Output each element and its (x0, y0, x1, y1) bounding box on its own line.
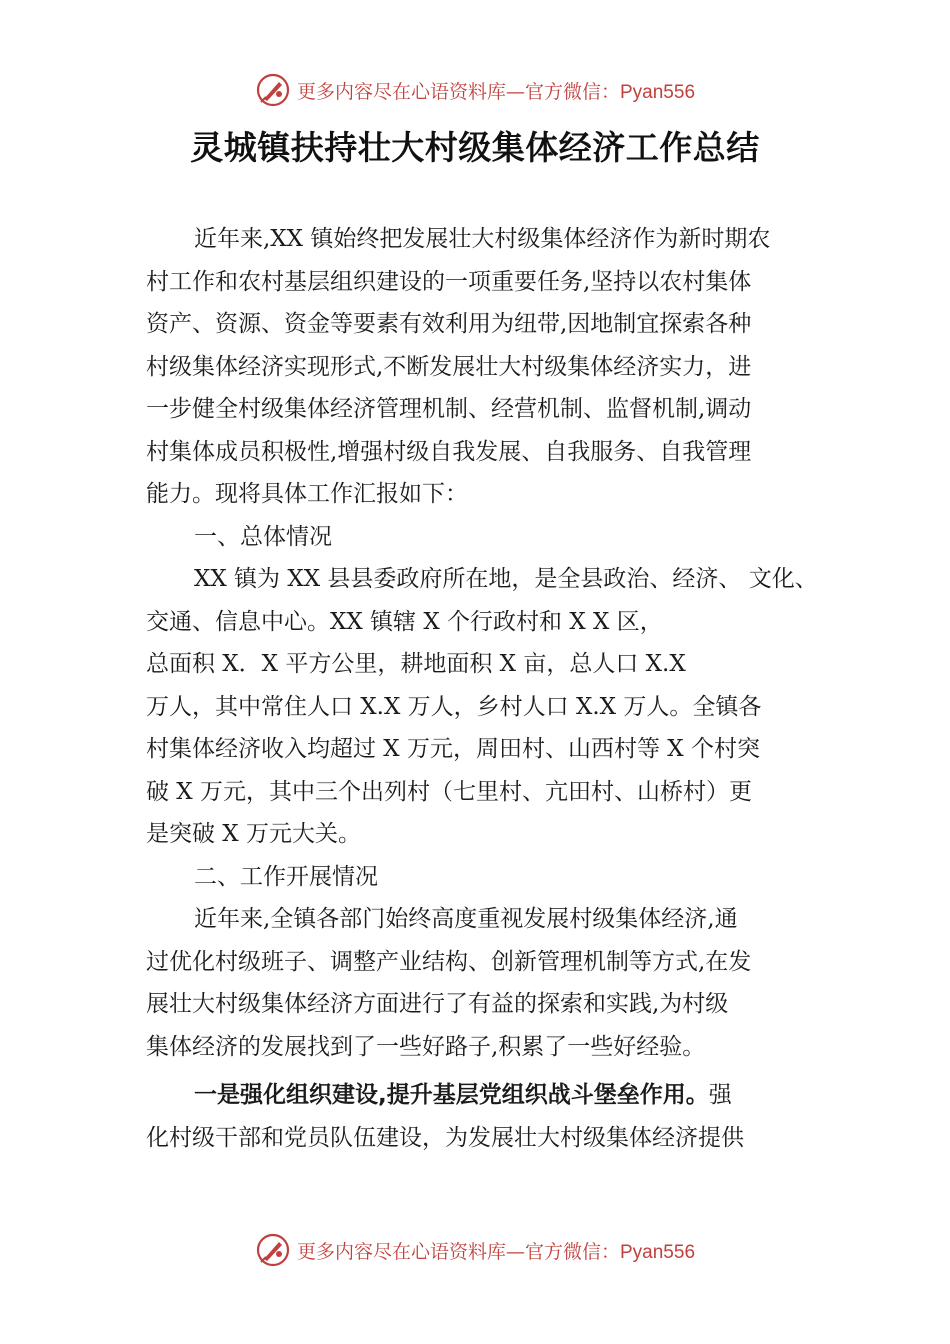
section-heading-overview: 一、总体情况 (194, 523, 332, 550)
pen-nib-circle-icon (255, 72, 291, 108)
text-line: XX 镇为 XX 县县委政府所在地，是全县政治、经济、 文化、 (194, 566, 818, 592)
page-header-watermark (0, 72, 950, 108)
text-line: 万人，其中常住人口 X.X 万人，乡村人口 X.X 万人。全镇各 (146, 693, 762, 720)
text-line: 近年来,全镇各部门始终高度重视发展村级集体经济,通 (194, 906, 738, 932)
text-line: 集体经济的发展找到了一些好路子,积累了一些好经验。 (146, 1033, 706, 1060)
document-title: 灵城镇扶持壮大村级集体经济工作总结 (190, 128, 760, 167)
text-line: 村集体成员积极性,增强村级自我发展、自我服务、自我管理 (146, 438, 752, 465)
text-line: 资产、资源、资金等要素有效利用为纽带,因地制宜探索各种 (146, 311, 752, 337)
section-heading-work: 二、工作开展情况 (194, 863, 378, 890)
paragraph-overview (146, 558, 826, 856)
text-line: 破 X 万元，其中三个出列村（七里村、亢田村、山桥村）更 (146, 778, 752, 805)
text-line: 展壮大村级集体经济方面进行了有益的探索和实践,为村级 (146, 991, 729, 1017)
bold-lead-sentence: 一是强化组织建设,提升基层党组织战斗堡垒作用。 (194, 1082, 709, 1108)
paragraph-intro (146, 218, 826, 516)
footer-wechat-id: Pyan556 (620, 1241, 696, 1263)
pen-nib-circle-icon (255, 1232, 291, 1268)
text-line: 一步健全村级集体经济管理机制、经营机制、监督机制,调动 (146, 396, 752, 422)
text-span: 强 (708, 1082, 732, 1108)
text-line: 村级集体经济实现形式,不断发展壮大村级集体经济实力，进 (146, 353, 752, 380)
paragraph-organization (146, 1074, 826, 1159)
page-footer-watermark (0, 1232, 950, 1268)
header-watermark-text: 更多内容尽在心语资料库—官方微信：Pyan556 (296, 80, 696, 103)
text-line: 化村级干部和党员队伍建设，为发展壮大村级集体经济提供 (146, 1124, 744, 1151)
text-line: 村集体经济收入均超过 X 万元，周田村、山西村等 X 个村突 (146, 736, 760, 762)
text-line: 交通、信息中心。XX 镇辖 X 个行政村和 X X 区， (146, 608, 663, 635)
text-line: 近年来,XX 镇始终把发展壮大村级集体经济作为新时期农 (194, 226, 771, 252)
header-wechat-id: Pyan556 (620, 81, 696, 103)
text-line: 能力。现将具体工作汇报如下： (146, 481, 468, 507)
text-line: 过优化村级班子、调整产业结构、创新管理机制等方式,在发 (146, 948, 752, 975)
text-line: 村工作和农村基层组织建设的一项重要任务,坚持以农村集体 (146, 268, 752, 295)
text-line (146, 1074, 826, 1117)
document-body (146, 218, 826, 1159)
text-line: 是突破 X 万元大关。 (146, 821, 361, 847)
footer-watermark-text: 更多内容尽在心语资料库—官方微信：Pyan556 (296, 1240, 696, 1263)
text-line: 总面积 X．X 平方公里，耕地面积 X 亩，总人口 X.X (146, 651, 686, 677)
paragraph-work (146, 898, 826, 1068)
